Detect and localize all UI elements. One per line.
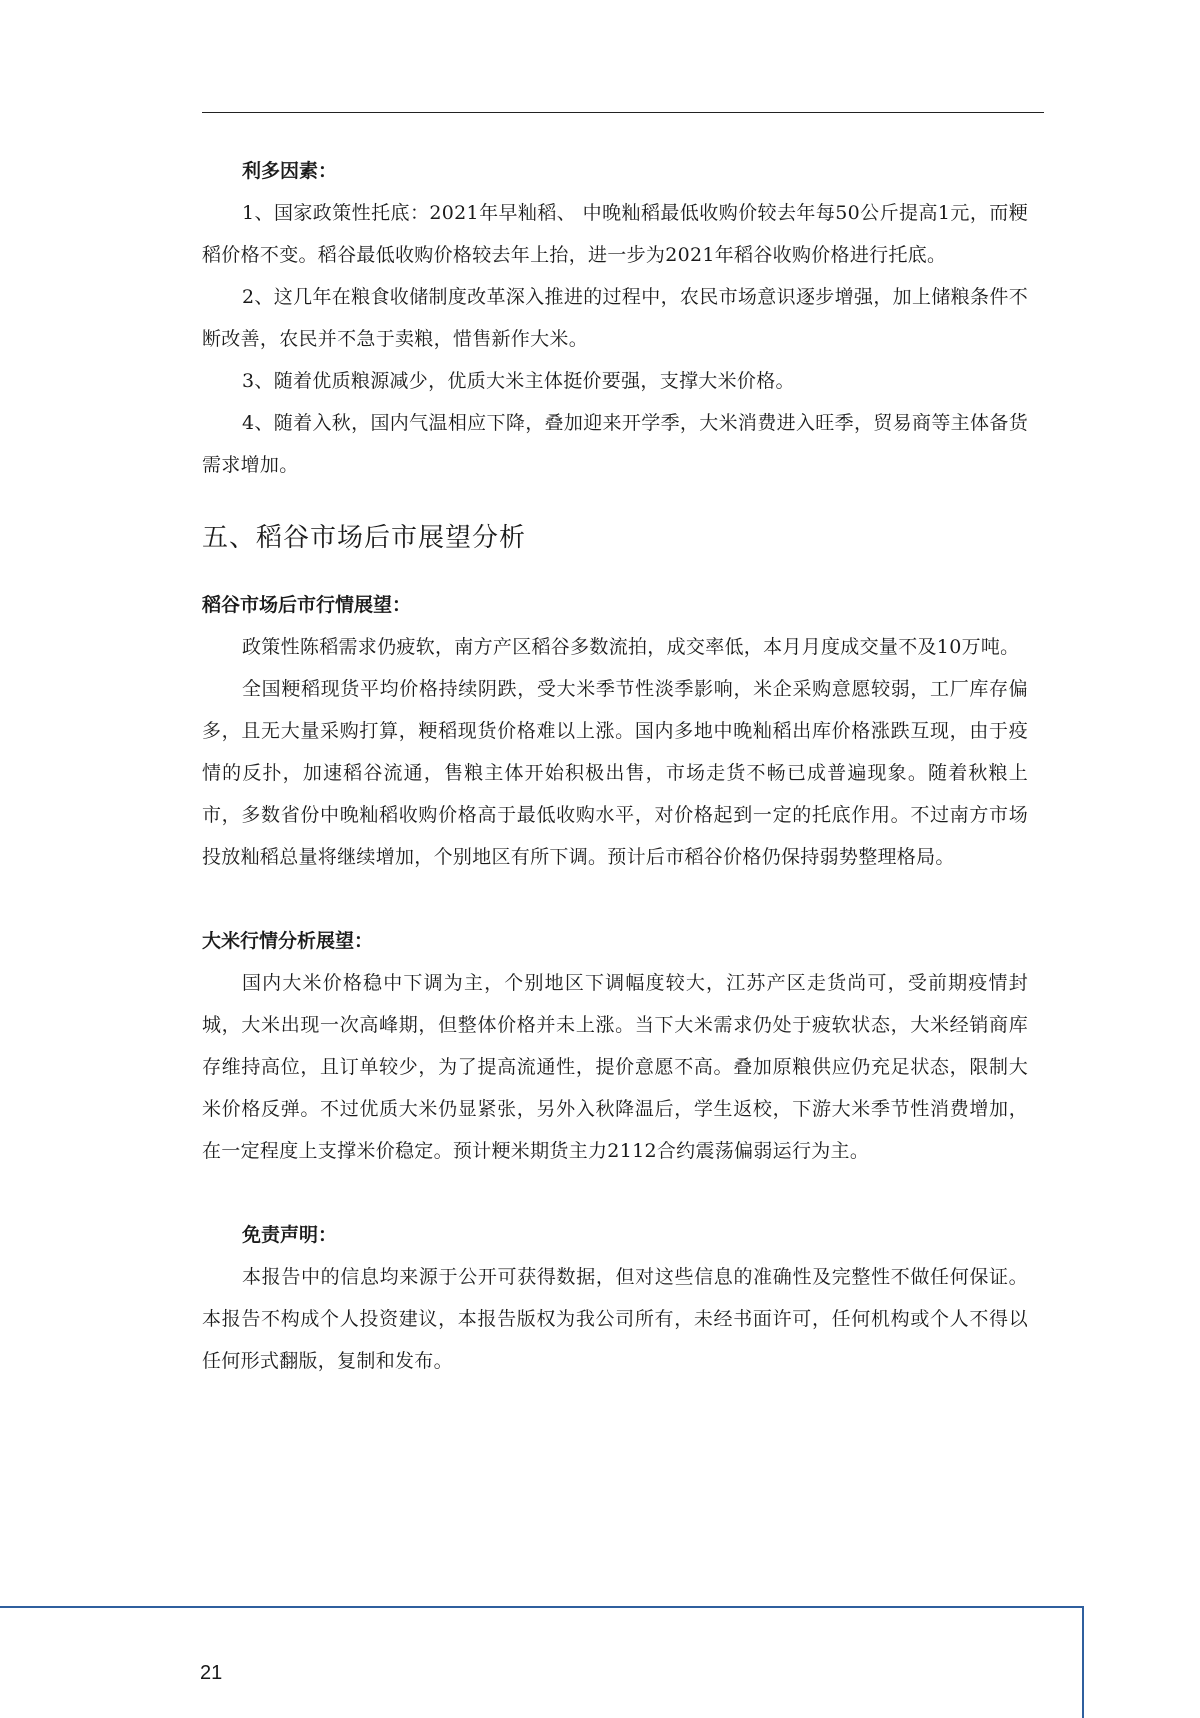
paddy-paragraph-2: 全国粳稻现货平均价格持续阴跌，受大米季节性淡季影响，米企采购意愿较弱，工厂库存偏多，且无大量采购打算，粳稻现货价格难以上涨。国内多地中晚籼稻出库价格涨跌互现，由于疫情的反扑，加速稻谷流通，售粮主体开始积极出售，市场走货不畅已成普遍现象。随着秋粮上市，多数省份中晚籼稻收购价格高于最低收购水平，对价格起到一定的托底作用。不过南方市场投放籼稻总量将继续增加，个别地区有所下调。预计后市稻谷价格仍保持弱势整理格局。 bbox=[202, 678, 1028, 868]
disclaimer-heading: 免责声明： bbox=[242, 1224, 338, 1246]
page-number: 21 bbox=[200, 1662, 223, 1684]
bullish-item-2: 2、这几年在粮食收储制度改革深入推进的过程中，农民市场意识逐步增强，加上储粮条件不断改善，农民并不急于卖粮，惜售新作大米。 bbox=[202, 286, 1028, 350]
header-rule bbox=[202, 112, 1044, 113]
bullish-item-3: 3、随着优质粮源减少，优质大米主体挺价要强，支撑大米价格。 bbox=[242, 370, 795, 392]
page-content bbox=[202, 150, 1028, 1382]
paddy-paragraph-1: 政策性陈稻需求仍疲软，南方产区稻谷多数流拍，成交率低，本月月度成交量不及10万吨。 bbox=[242, 636, 1020, 658]
paddy-outlook-heading: 稻谷市场后市行情展望： bbox=[202, 594, 412, 616]
bullish-item-1: 1、国家政策性托底：2021年早籼稻、 中晚籼稻最低收购价较去年每50公斤提高1元，而粳稻价格不变。稻谷最低收购价格较去年上抬，进一步为2021年稻谷收购价格进行托底。 bbox=[202, 202, 1028, 266]
rice-outlook-heading: 大米行情分析展望： bbox=[202, 930, 374, 952]
section-title-outlook: 五、稻谷市场后市展望分析 bbox=[202, 523, 527, 553]
footer-border bbox=[0, 1606, 1084, 1718]
rice-paragraph-1: 国内大米价格稳中下调为主，个别地区下调幅度较大，江苏产区走货尚可，受前期疫情封城，大米出现一次高峰期，但整体价格并未上涨。当下大米需求仍处于疲软状态，大米经销商库存维持高位，且订单较少，为了提高流通性，提价意愿不高。叠加原粮供应仍充足状态，限制大米价格反弹。不过优质大米仍显紧张，另外入秋降温后，学生返校，下游大米季节性消费增加，在一定程度上支撑米价稳定。预计粳米期货主力2112合约震荡偏弱运行为主。 bbox=[202, 972, 1028, 1162]
disclaimer-text: 本报告中的信息均来源于公开可获得数据，但对这些信息的准确性及完整性不做任何保证。本报告不构成个人投资建议，本报告版权为我公司所有，未经书面许可，任何机构或个人不得以任何形式翻版，复制和发布。 bbox=[202, 1266, 1028, 1372]
bullish-factors-heading: 利多因素： bbox=[242, 160, 338, 182]
bullish-item-4: 4、随着入秋，国内气温相应下降，叠加迎来开学季，大米消费进入旺季，贸易商等主体备货需求增加。 bbox=[202, 412, 1028, 476]
